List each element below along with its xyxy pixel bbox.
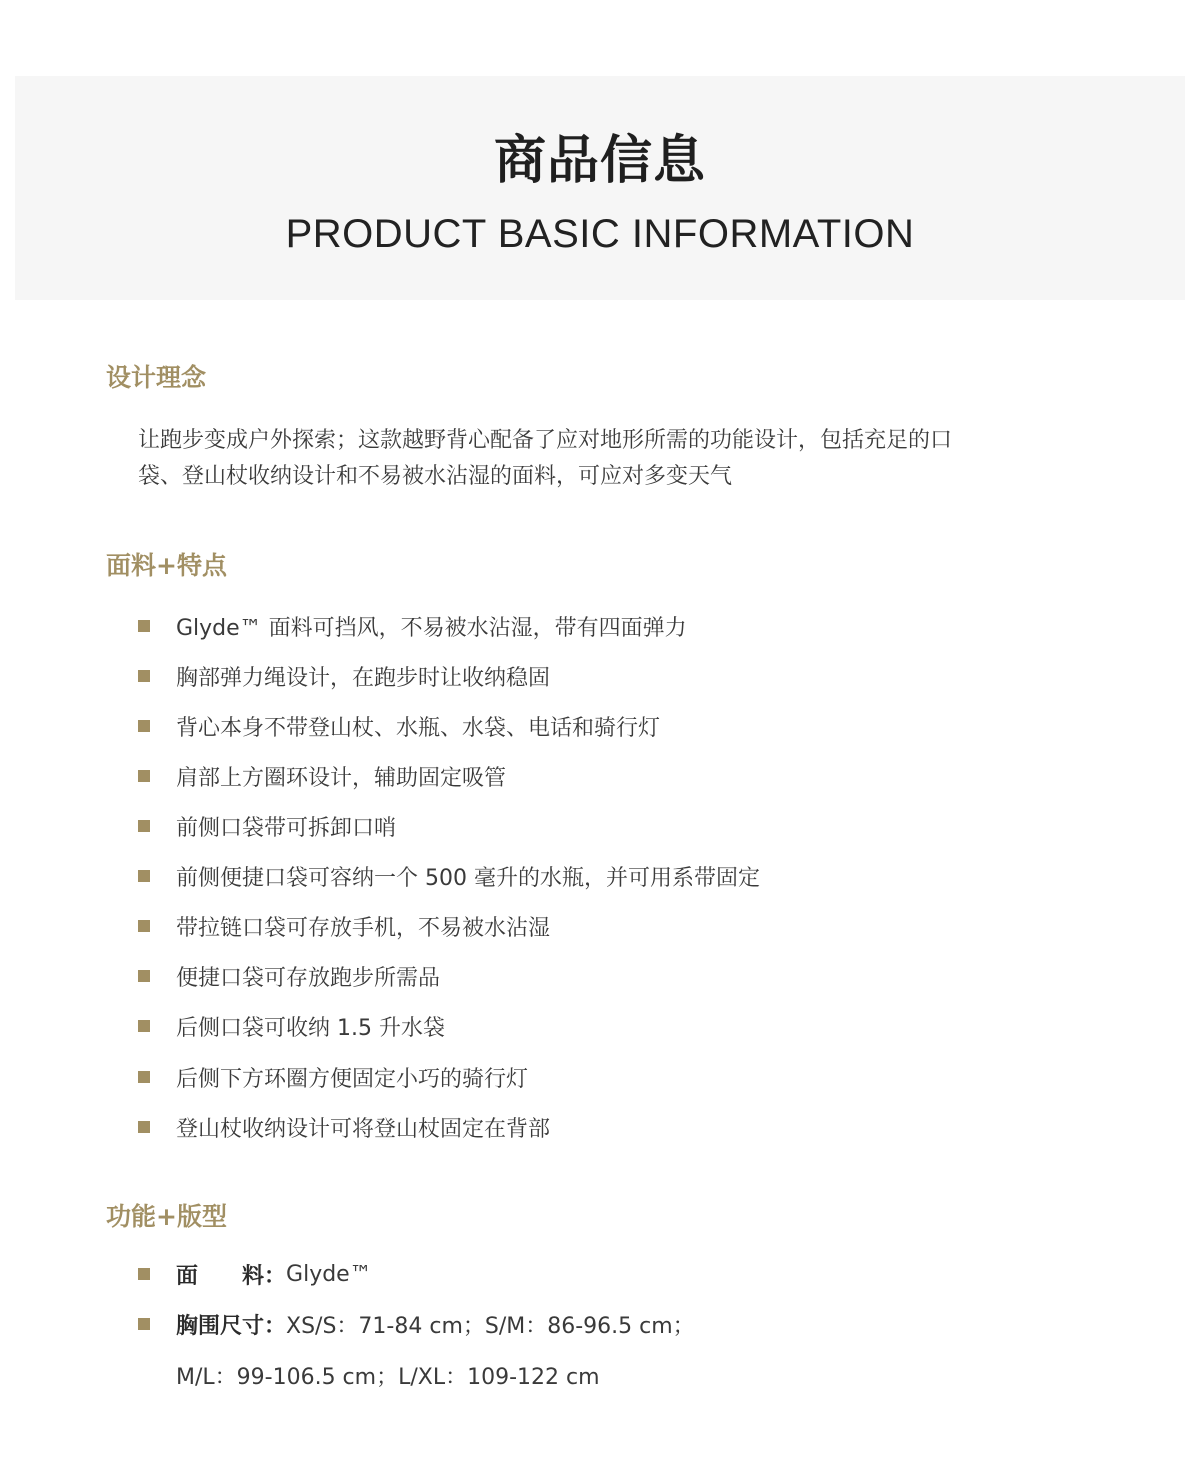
feature-item [138,1112,550,1142]
page-subtitle: PRODUCT BASIC INFORMATION [285,212,915,256]
design-line: 让跑步变成户外探索；这款越野背心配备了应对地形所需的功能设计，包括充足的口 [138,428,953,453]
spec-chest [138,1309,695,1339]
spec-label-fabric-a: 面 [176,1263,199,1289]
bullet-square-icon [138,620,150,632]
feature-text: 前侧便捷口袋可容纳一个 500 毫升的水瓶，并可用系带固定 [176,865,760,891]
feature-text: 登山杖收纳设计可将登山杖固定在背部 [176,1116,551,1142]
spec-value-fabric: Glyde™ [286,1261,372,1287]
bullet-square-icon [138,770,150,782]
spec-label-fabric-b: 料： [242,1263,287,1289]
bullet-square-icon [138,1268,150,1280]
feature-item [138,611,687,641]
feature-text: 便捷口袋可存放跑步所需品 [176,965,441,991]
feature-item [138,711,660,741]
bullet-square-icon [138,920,150,932]
bullet-square-icon [138,820,150,832]
design-line: 袋、登山杖收纳设计和不易被水沾湿的面料，可应对多变天气 [138,464,733,489]
spec-chest-line2: M/L：99-106.5 cm；L/XL：109-122 cm [176,1364,600,1390]
bullet-square-icon [138,720,150,732]
bullet-square-icon [138,1071,150,1083]
feature-text: 后侧口袋可收纳 1.5 升水袋 [176,1015,445,1041]
feature-item [138,811,396,841]
design-paragraph [138,423,1058,495]
feature-text: 肩部上方圈环设计，辅助固定吸管 [176,765,507,791]
feature-item [138,661,550,691]
bullet-square-icon [138,870,150,882]
spec-fabric [138,1259,372,1289]
feature-text: 前侧口袋带可拆卸口哨 [176,815,397,841]
feature-text: Glyde™ 面料可挡风，不易被水沾湿，带有四面弹力 [176,615,687,641]
bullet-square-icon [138,1020,150,1032]
feature-item [138,961,440,991]
feature-text: 带拉链口袋可存放手机，不易被水沾湿 [176,915,551,941]
bullet-square-icon [138,1318,150,1330]
spec-label-chest: 胸围尺寸： [176,1313,287,1339]
feature-item [138,1011,445,1041]
feature-item [138,1062,528,1092]
feature-item [138,911,550,941]
bullet-square-icon [138,1121,150,1133]
feature-text: 后侧下方环圈方便固定小巧的骑行灯 [176,1066,529,1092]
section-title-function: 功能+版型 [106,1202,227,1231]
bullet-square-icon [138,670,150,682]
page-title: 商品信息 [493,131,706,191]
feature-item [138,861,760,891]
feature-text: 胸部弹力绳设计，在跑步时让收纳稳固 [176,665,551,691]
bullet-square-icon [138,970,150,982]
section-title-features: 面料+特点 [106,551,227,580]
feature-text: 背心本身不带登山杖、水瓶、水袋、电话和骑行灯 [176,715,661,741]
feature-item [138,761,506,791]
section-title-design: 设计理念 [106,363,207,392]
spec-value-chest-line1: XS/S：71-84 cm；S/M：86-96.5 cm； [286,1313,695,1339]
